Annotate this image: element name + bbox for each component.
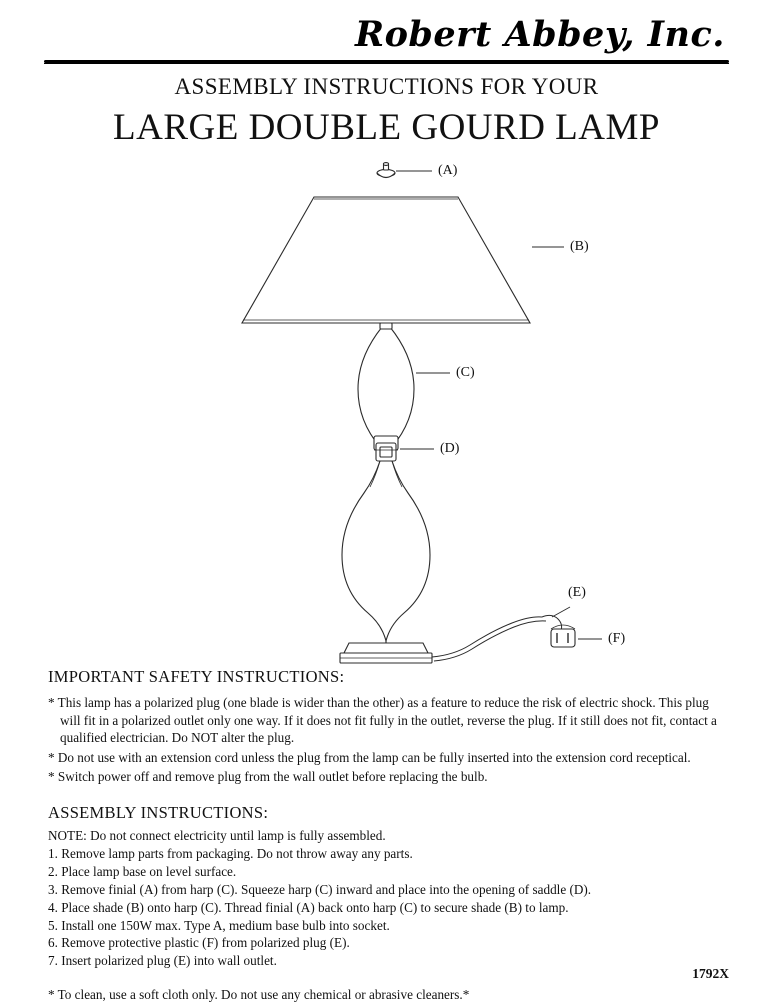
subtitle: ASSEMBLY INSTRUCTIONS FOR YOUR [174, 74, 599, 99]
saddle-shape [374, 436, 398, 461]
safety-item: * Switch power off and remove plug from the wall outlet before replacing the bulb. [48, 769, 488, 785]
safety-list [48, 694, 731, 786]
header-divider [44, 60, 729, 63]
callout-f: (F) [608, 631, 626, 646]
assembly-step: 7. Insert polarized plug (E) into wall outlet. [48, 953, 277, 969]
power-cord-shape [432, 617, 546, 661]
callout-d: (D) [440, 441, 460, 456]
assembly-note: NOTE: Do not connect electricity until lamp is fully assembled. [48, 827, 386, 843]
callout-c: (C) [456, 365, 475, 380]
assembly-heading: ASSEMBLY INSTRUCTIONS: [48, 802, 269, 822]
safety-item: * This lamp has a polarized plug (one blade is wider than the other) as a feature to reduce the risk of electric shock. This plug will fit in a polarized outlet only one way. If it does not fit fully in the outlet, reverse the plug. If it still does not fit, contact a qualified electrician. Do NOT alter the plug. [48, 695, 717, 746]
assembly-step: 1. Remove lamp parts from packaging. Do not throw away any parts. [48, 845, 413, 861]
callout-b: (B) [570, 239, 589, 254]
callout-a: (A) [438, 163, 458, 178]
harp-shape [358, 323, 414, 447]
polarized-plug-shape [542, 615, 575, 647]
assembly-step: 2. Place lamp base on level surface. [48, 863, 237, 879]
safety-item: * Do not use with an extension cord unless the plug from the lamp can be fully inserted into the extension cord receptical. [48, 749, 691, 765]
lamp-illustration [40, 155, 733, 665]
lamp-body-shape [342, 461, 430, 649]
cleaning-note: * To clean, use a soft cloth only. Do not use any chemical or abrasive cleaners.* [48, 987, 470, 1003]
lamp-base-shape [340, 643, 432, 663]
brand-logo-text: Robert Abbey, Inc. [354, 14, 725, 55]
callout-e: (E) [568, 585, 586, 600]
document-code: 1792X [692, 966, 729, 981]
assembly-list [48, 827, 731, 971]
assembly-step: 6. Remove protective plastic (F) from polarized plug (E). [48, 935, 350, 951]
assembly-step: 4. Place shade (B) onto harp (C). Thread finial (A) back onto harp (C) to secure shade (B) to lamp. [48, 899, 569, 915]
brand-header [40, 0, 733, 62]
finial-shape [377, 163, 395, 178]
safety-heading: IMPORTANT SAFETY INSTRUCTIONS: [48, 667, 345, 686]
lamp-diagram [40, 155, 733, 665]
shade-shape [242, 197, 530, 323]
assembly-step: 5. Install one 150W max. Type A, medium base bulb into socket. [48, 917, 390, 933]
page-title: LARGE DOUBLE GOURD LAMP [113, 107, 660, 148]
assembly-step: 3. Remove finial (A) from harp (C). Squeeze harp (C) inward and place into the opening of saddle (D). [48, 881, 592, 897]
